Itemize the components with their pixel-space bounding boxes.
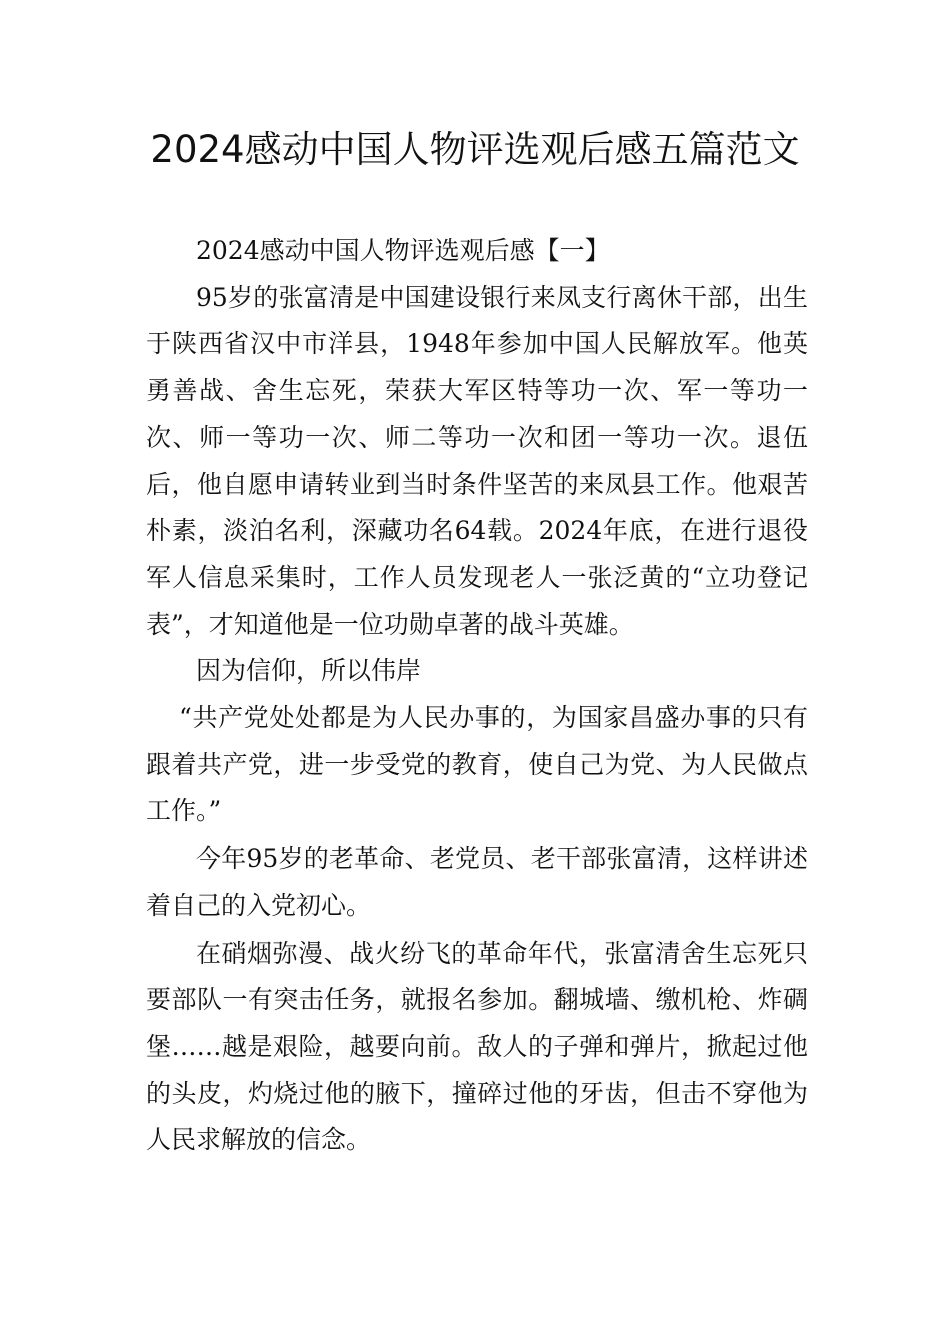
document-title: 2024感动中国人物评选观后感五篇范文 — [150, 128, 800, 171]
paragraph: 在硝烟弥漫、战火纷飞的革命年代，张富清舍生忘死只要部队一有突击任务，就报名参加。翻城墙、缴机枪、炸碉堡……越是艰险，越要向前。敌人的子弹和弹片，掀起过他的头皮，灼烧过他的腋下，撞碎过他的牙齿，但击不穿他为人民求解放的信念。 — [146, 938, 808, 1155]
paragraph: 95岁的张富清是中国建设银行来凤支行离休干部，出生于陕西省汉中市洋县，1948年参加中国人民解放军。他英勇善战、舍生忘死，荣获大军区特等功一次、军一等功一次、师一等功一次、师二等功一次和团一等功一次。退伍后，他自愿申请转业到当时条件坚苦的来凤县工作。他艰苦朴素，淡泊名利，深藏功名64载。2024年底，在进行退役军人信息采集时，工作人员发现老人一张泛黄的“立功登记表”，才知道他是一位功勋卓著的战斗英雄。 — [146, 282, 808, 639]
section-heading: 2024感动中国人物评选观后感【一】 — [196, 236, 610, 265]
document-body — [146, 228, 808, 1164]
paragraph: 今年95岁的老革命、老党员、老干部张富清，这样讲述着自己的入党初心。 — [146, 844, 808, 920]
quote-paragraph: “共产党处处都是为人民办事的，为国家昌盛办事的只有跟着共产党，进一步受党的教育，使自己为党、为人民做点工作。” — [146, 703, 808, 826]
subheading: 因为信仰，所以伟岸 — [196, 656, 422, 686]
